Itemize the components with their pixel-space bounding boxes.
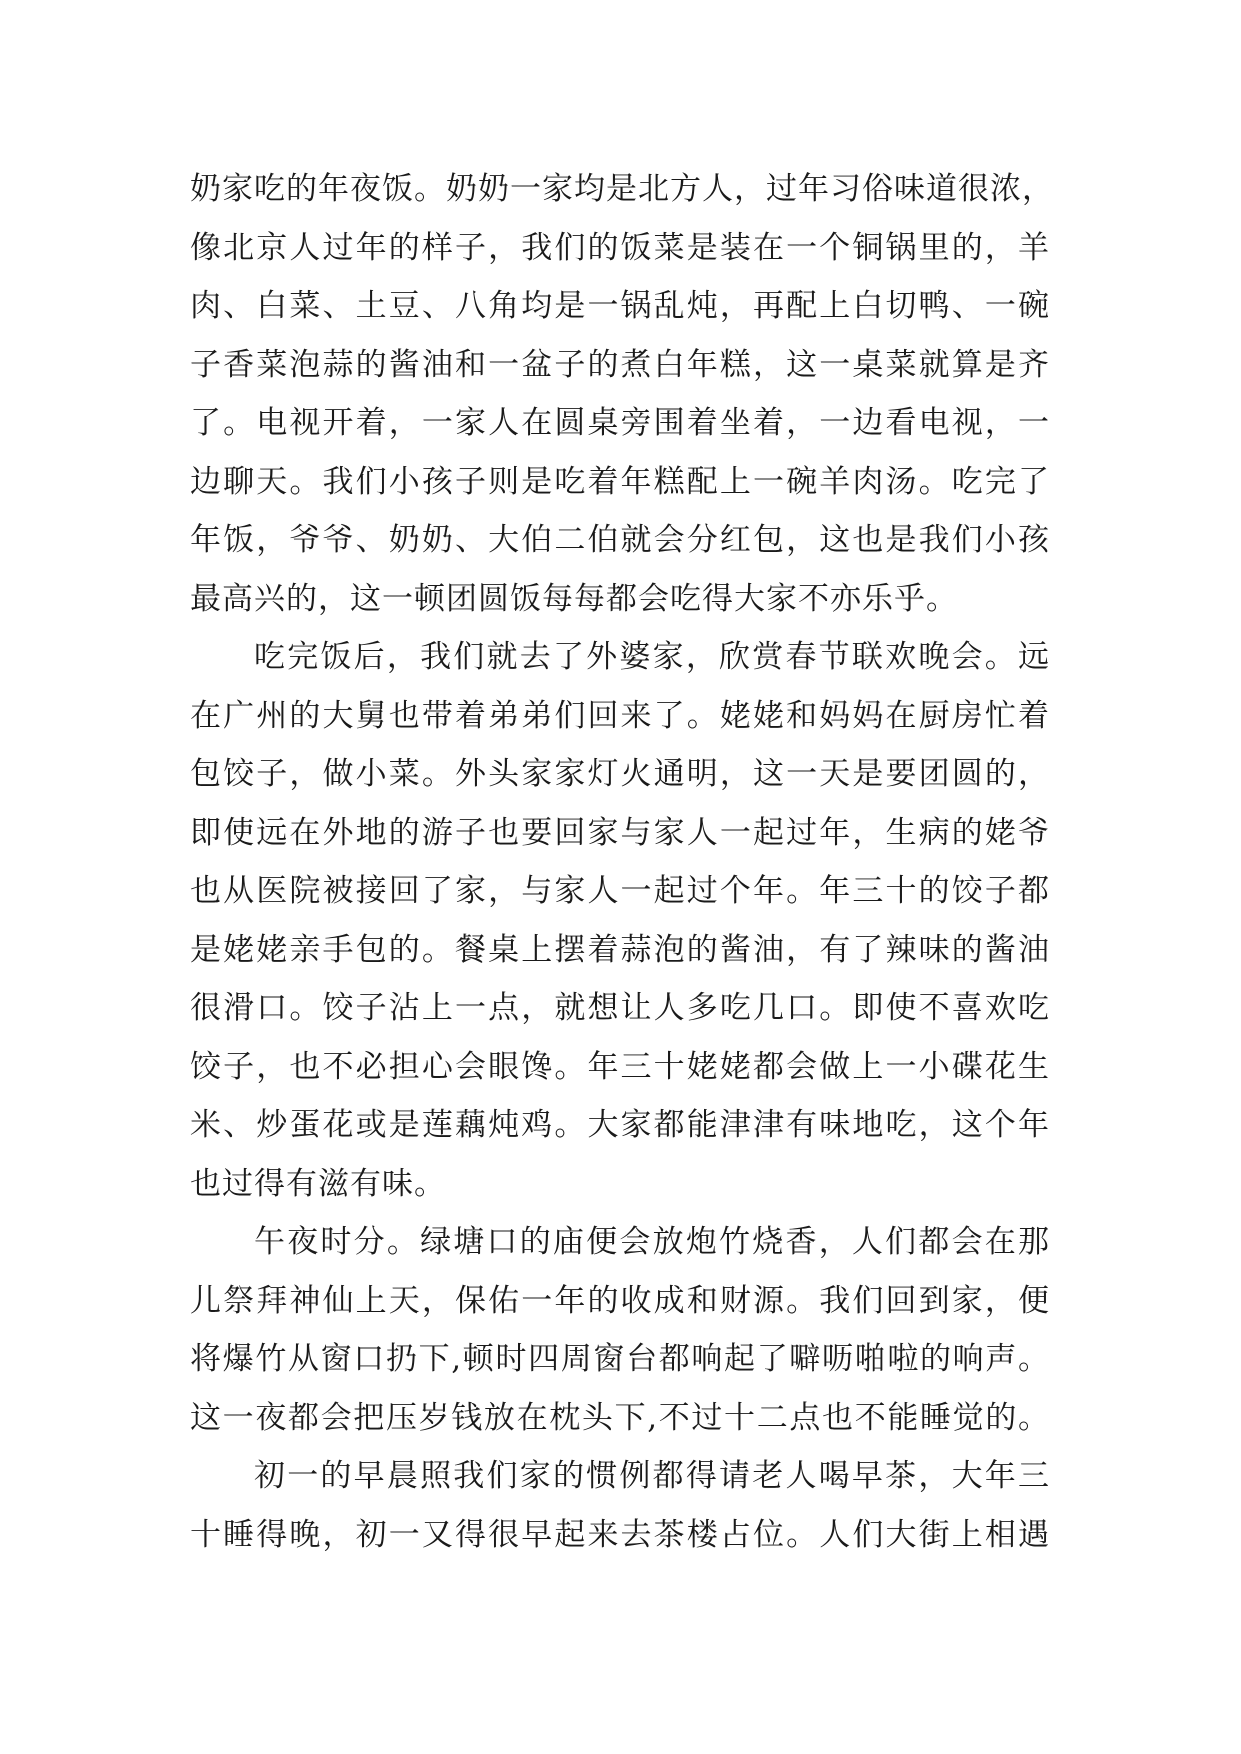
- text-line: 奶家吃的年夜饭。奶奶一家均是北方人，过年习俗味道很浓，: [190, 171, 1054, 207]
- paragraph-first-line: 午夜时分。绿塘口的庙便会放炮竹烧香，人们都会在那: [254, 1224, 1050, 1260]
- text-line: 肉、白菜、土豆、八角均是一锅乱炖，再配上白切鸭、一碗: [190, 288, 1050, 324]
- text-line: 最高兴的，这一顿团圆饭每每都会吃得大家不亦乐乎。: [190, 580, 958, 617]
- text-line: 在广州的大舅也带着弟弟们回来了。姥姥和妈妈在厨房忙着: [190, 697, 1050, 734]
- text-line: 年饭，爷爷、奶奶、大伯二伯就会分红包，这也是我们小孩: [190, 522, 1050, 558]
- text-line: 饺子，也不必担心会眼馋。年三十姥姥都会做上一小碟花生: [190, 1048, 1050, 1085]
- document-body: [190, 160, 1054, 1564]
- paragraph-first-line: 吃完饭后，我们就去了外婆家，欣赏春节联欢晚会。远: [254, 639, 1050, 675]
- paragraph-first-line: 初一的早晨照我们家的惯例都得请老人喝早茶，大年三: [254, 1458, 1050, 1494]
- text-line: 将爆竹从窗口扔下,顿时四周窗台都响起了噼呖啪啦的响声。: [190, 1341, 1050, 1377]
- text-line: 包饺子，做小菜。外头家家灯火通明，这一天是要团圆的，: [190, 756, 1050, 792]
- text-line: 也过得有滋有味。: [190, 1165, 446, 1202]
- text-line: 边聊天。我们小孩子则是吃着年糕配上一碗羊肉汤。吃完了: [190, 463, 1050, 500]
- text-line: 是姥姥亲手包的。餐桌上摆着蒜泡的酱油，有了辣味的酱油: [190, 931, 1050, 968]
- text-line: 即使远在外地的游子也要回家与家人一起过年，生病的姥爷: [190, 814, 1050, 851]
- text-line: 儿祭拜神仙上天，保佑一年的收成和财源。我们回到家，便: [190, 1282, 1050, 1319]
- text-line: 米、炒蛋花或是莲藕炖鸡。大家都能津津有味地吃，这个年: [190, 1107, 1050, 1143]
- text-line: 子香菜泡蒜的酱油和一盆子的煮白年糕，这一桌菜就算是齐: [190, 346, 1050, 383]
- text-line: 这一夜都会把压岁钱放在枕头下,不过十二点也不能睡觉的。: [190, 1399, 1050, 1436]
- text-line: 也从医院被接回了家，与家人一起过个年。年三十的饺子都: [190, 873, 1050, 909]
- text-line: 很滑口。饺子沾上一点，就想让人多吃几口。即使不喜欢吃: [190, 990, 1050, 1026]
- text-line: 十睡得晚，初一又得很早起来去茶楼占位。人们大街上相遇: [190, 1516, 1050, 1553]
- text-line: 像北京人过年的样子，我们的饭菜是装在一个铜锅里的，羊: [190, 229, 1050, 266]
- text-line: 了。电视开着，一家人在圆桌旁围着坐着，一边看电视，一: [190, 405, 1050, 441]
